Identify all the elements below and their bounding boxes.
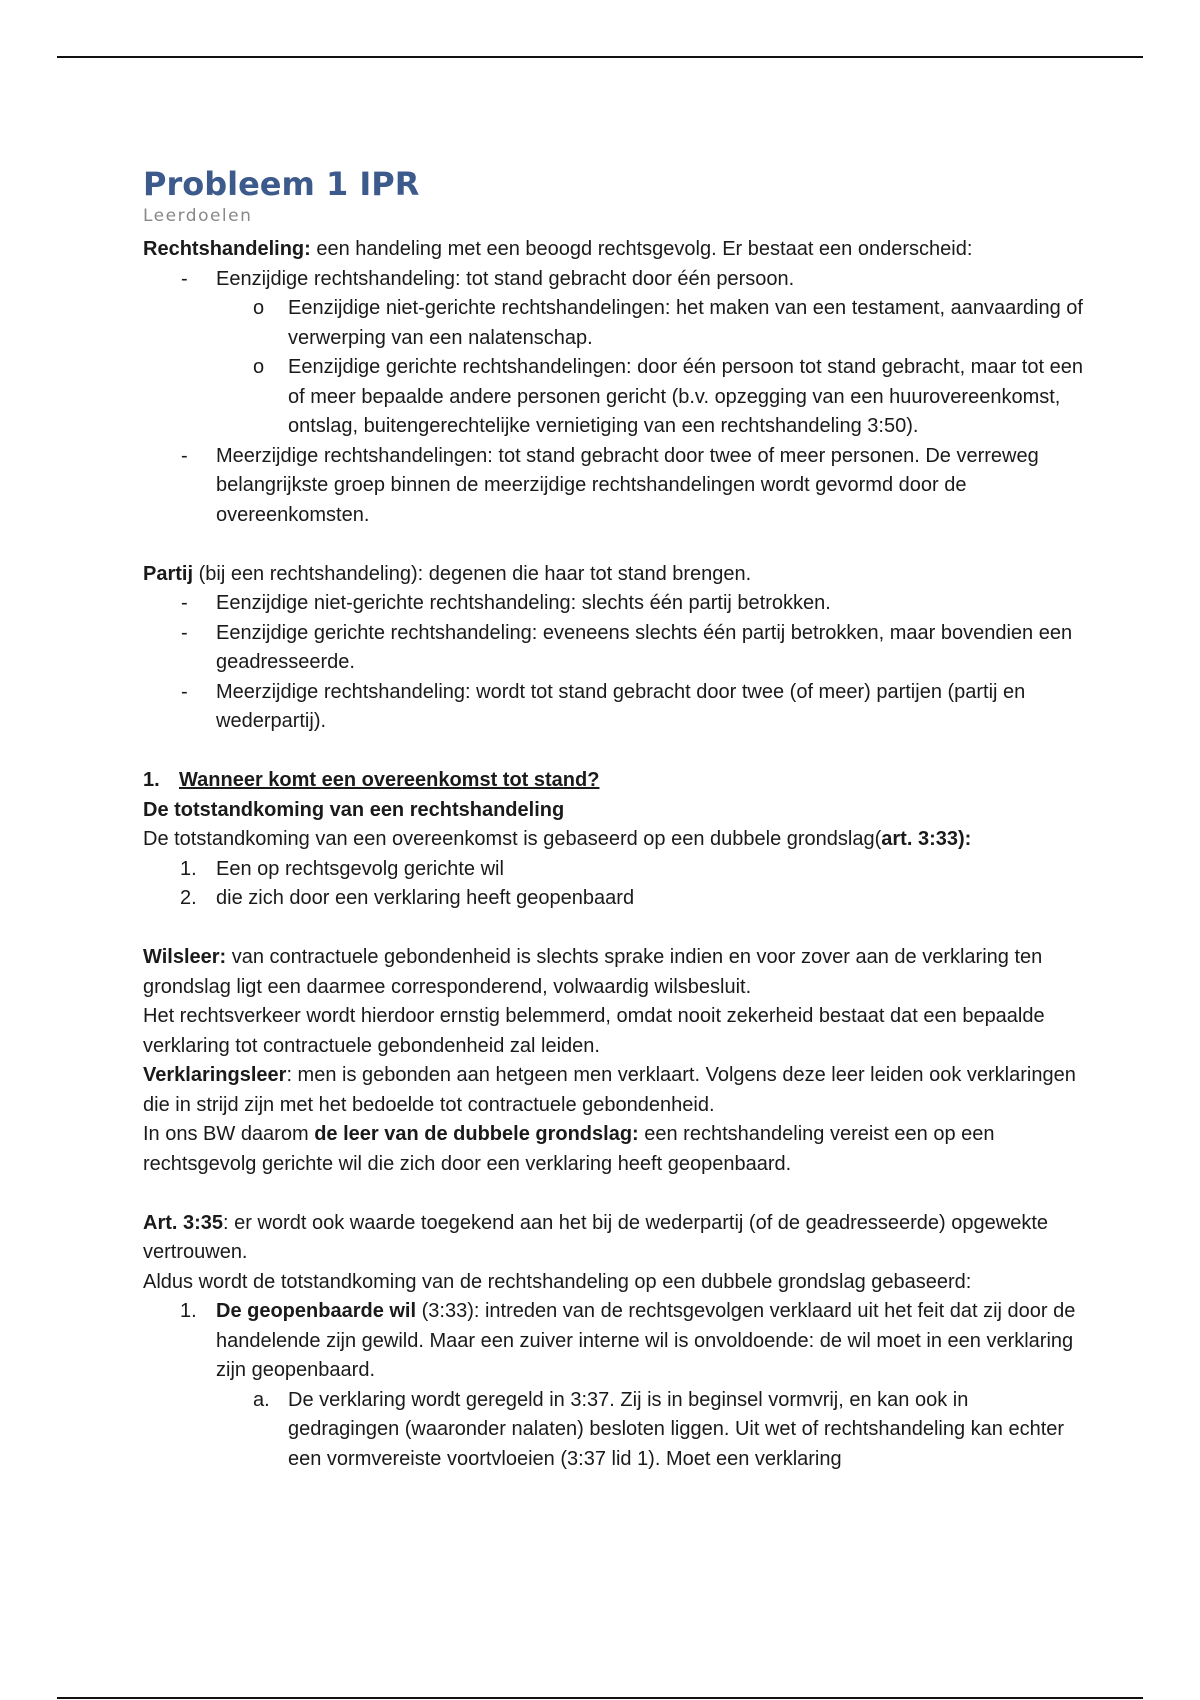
paragraph: In ons BW daarom de leer van de dubbele grondslag: een rechtshandeling vereist een op een rechtsgevolg gerichte wil die zich door een verklaring heeft geopenbaard. xyxy=(143,1123,995,1175)
page-title: Probleem 1 IPR xyxy=(143,165,420,203)
list-item: a. De verklaring wordt geregeld in 3:37. Zij is in beginsel vormvrij, en kan ook in gedragingen (waaronder nalaten) besloten liggen. Uit wet of rechtshandeling kan echter een vormvereiste voortvloeien (3:37 lid 1). Moet een verklaring xyxy=(253,1388,1065,1470)
list-item: - Meerzijdige rechtshandeling: wordt tot stand gebracht door twee (of meer) partijen (partij en wederpartij). xyxy=(181,680,1026,732)
list-item: - Eenzijdige niet-gerichte rechtshandeling: slechts één partij betrokken. xyxy=(181,592,831,614)
footer-rule xyxy=(57,1697,1143,1699)
list-item: 1. Een op rechtsgevolg gerichte wil xyxy=(180,857,504,880)
header-rule xyxy=(57,56,1143,58)
term-verklaringsleer: Verklaringsleer xyxy=(143,1064,287,1086)
term-rechtshandeling: Rechtshandeling: xyxy=(143,238,311,260)
list-item: 2. die zich door een verklaring heeft geopenbaard xyxy=(180,887,635,909)
art-335-paragraph: Art. 3:35: er wordt ook waarde toegekend aan het bij de wederpartij (of de geadresseerde) opgewekte vertrouwen. xyxy=(143,1211,1048,1263)
list-item: o Eenzijdige gerichte rechtshandelingen: door één persoon tot stand gebracht, maar tot een of meer bepaalde andere personen gericht (b.v. opzegging van een huurovereenkomst, ontslag, buitengerechtelijke vernietiging van een rechtshandeling 3:50). xyxy=(253,356,1083,437)
list-item: 1. De geopenbaarde wil (3:33): intreden van de rechtsgevolgen verklaard uit het feit dat zij door de handelende zijn gewild. Maar een zuiver interne wil is onvoldoende: de wil moet in een verklaring zijn geopenbaard. xyxy=(180,1300,1076,1381)
section-intro: De totstandkoming van een overeenkomst is gebaseerd op een dubbele grondslag(art. 3:33): xyxy=(143,828,972,850)
list-item: - Meerzijdige rechtshandelingen: tot stand gebracht door twee of meer personen. De verreweg belangrijkste groep binnen de meerzijdige rechtshandelingen wordt gevormd door de overeenkomsten. xyxy=(181,444,1039,526)
list-item: - Eenzijdige rechtshandeling: tot stand gebracht door één persoon. xyxy=(181,267,795,290)
section-subheading: De totstandkoming van een rechtshandeling xyxy=(143,798,565,821)
partij-definition: Partij (bij een rechtshandeling): degenen die haar tot stand brengen. xyxy=(143,562,752,585)
section-heading: 1. Wanneer komt een overeenkomst tot stand? xyxy=(143,769,600,791)
paragraph: Het rechtsverkeer wordt hierdoor ernstig belemmerd, omdat nooit zekerheid bestaat dat een bepaalde verklaring tot contractuele gebondenheid zal leiden. xyxy=(143,1005,1045,1057)
document-body xyxy=(143,163,1083,1474)
paragraph: Aldus wordt de totstandkoming van de rechtshandeling op een dubbele grondslag gebaseerd: xyxy=(143,1270,972,1293)
wilsleer-definition: Wilsleer: van contractuele gebondenheid is slechts sprake indien en voor zover aan de verklaring ten grondslag ligt een daarmee corresponderend, volwaardig wilsbesluit. xyxy=(143,946,1043,998)
rechtshandeling-definition: Rechtshandeling: een handeling met een beoogd rechtsgevolg. Er bestaat een onderscheid: xyxy=(143,238,973,260)
term-wilsleer: Wilsleer: xyxy=(143,946,227,968)
term-partij: Partij xyxy=(143,562,194,585)
verklaringsleer-definition: Verklaringsleer: men is gebonden aan hetgeen men verklaart. Volgens deze leer leiden ook verklaringen die in strijd zijn met het bedoelde tot contractuele gebondenheid. xyxy=(143,1064,1076,1116)
list-item: o Eenzijdige niet-gerichte rechtshandelingen: het maken van een testament, aanvaarding of verwerping van een nalatenschap. xyxy=(253,297,1083,349)
term-art-335: Art. 3:35 xyxy=(143,1211,224,1234)
list-item: - Eenzijdige gerichte rechtshandeling: eveneens slechts één partij betrokken, maar bovendien een geadresseerde. xyxy=(181,621,1073,673)
page-subtitle: Leerdoelen xyxy=(143,206,253,226)
